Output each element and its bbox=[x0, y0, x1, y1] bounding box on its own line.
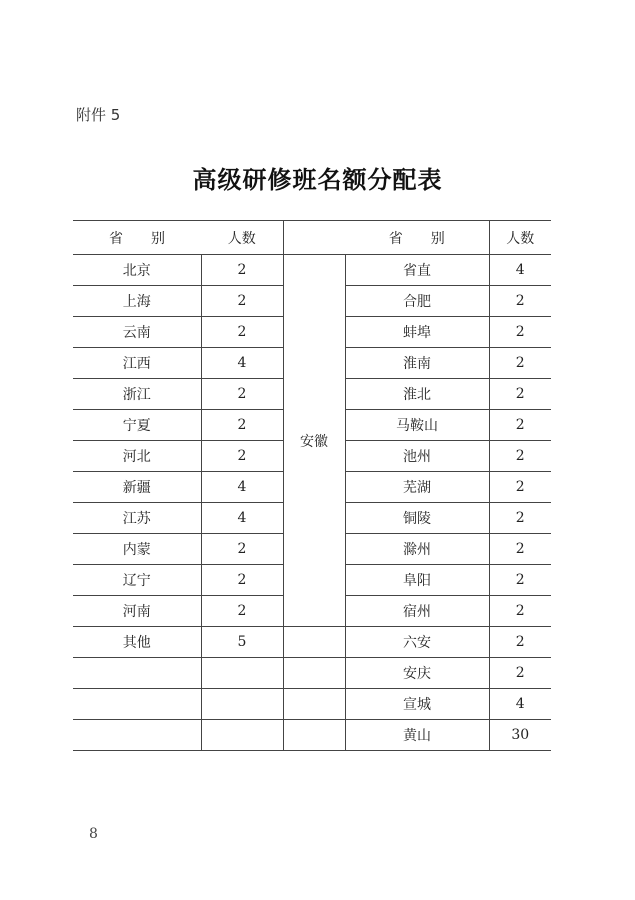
anhui-group-blank-cell bbox=[283, 689, 345, 720]
province-count-cell bbox=[201, 658, 283, 689]
header-anhui-count: 人数 bbox=[489, 221, 551, 255]
anhui-count-cell: 2 bbox=[489, 534, 551, 565]
province-cell bbox=[73, 658, 201, 689]
province-count-cell: 2 bbox=[201, 286, 283, 317]
table-row bbox=[73, 720, 551, 751]
province-cell: 河南 bbox=[73, 596, 201, 627]
anhui-city-cell: 宣城 bbox=[345, 689, 489, 720]
anhui-city-cell: 马鞍山 bbox=[345, 410, 489, 441]
table-header-row bbox=[73, 221, 551, 255]
province-count-cell bbox=[201, 720, 283, 751]
province-count-cell: 4 bbox=[201, 348, 283, 379]
province-count-cell: 2 bbox=[201, 379, 283, 410]
page-title: 高级研修班名额分配表 bbox=[192, 165, 443, 194]
anhui-city-cell: 六安 bbox=[345, 627, 489, 658]
anhui-count-cell: 4 bbox=[489, 255, 551, 286]
province-cell: 辽宁 bbox=[73, 565, 201, 596]
anhui-city-cell: 芜湖 bbox=[345, 472, 489, 503]
table-row bbox=[73, 689, 551, 720]
anhui-city-cell: 黄山 bbox=[345, 720, 489, 751]
anhui-group-blank-cell bbox=[283, 720, 345, 751]
anhui-city-cell: 滁州 bbox=[345, 534, 489, 565]
attachment-label: 附件 5 bbox=[76, 106, 121, 124]
province-count-cell: 2 bbox=[201, 596, 283, 627]
anhui-city-cell: 省直 bbox=[345, 255, 489, 286]
anhui-group-cell: 安徽 bbox=[283, 255, 345, 627]
anhui-city-cell: 蚌埠 bbox=[345, 317, 489, 348]
anhui-city-cell: 淮南 bbox=[345, 348, 489, 379]
anhui-count-cell: 2 bbox=[489, 658, 551, 689]
table-row bbox=[73, 627, 551, 658]
page-number: 8 bbox=[89, 826, 98, 842]
anhui-count-cell: 2 bbox=[489, 441, 551, 472]
province-cell: 上海 bbox=[73, 286, 201, 317]
province-cell bbox=[73, 720, 201, 751]
province-count-cell: 4 bbox=[201, 503, 283, 534]
anhui-count-cell: 2 bbox=[489, 379, 551, 410]
province-count-cell: 2 bbox=[201, 565, 283, 596]
province-cell: 北京 bbox=[73, 255, 201, 286]
anhui-count-cell: 2 bbox=[489, 565, 551, 596]
province-cell: 江苏 bbox=[73, 503, 201, 534]
anhui-count-cell: 2 bbox=[489, 286, 551, 317]
anhui-count-cell: 2 bbox=[489, 317, 551, 348]
province-count-cell: 2 bbox=[201, 255, 283, 286]
province-cell: 河北 bbox=[73, 441, 201, 472]
anhui-city-cell: 宿州 bbox=[345, 596, 489, 627]
anhui-count-cell: 30 bbox=[489, 720, 551, 751]
anhui-city-cell: 阜阳 bbox=[345, 565, 489, 596]
anhui-city-cell: 池州 bbox=[345, 441, 489, 472]
province-count-cell: 2 bbox=[201, 441, 283, 472]
anhui-group-blank-cell bbox=[283, 658, 345, 689]
table-row bbox=[73, 658, 551, 689]
header-anhui-province: 省 别 bbox=[345, 221, 489, 255]
anhui-count-cell: 2 bbox=[489, 503, 551, 534]
header-province: 省 别 bbox=[73, 221, 201, 255]
province-cell: 宁夏 bbox=[73, 410, 201, 441]
province-count-cell: 2 bbox=[201, 317, 283, 348]
header-count: 人数 bbox=[201, 221, 283, 255]
province-cell: 云南 bbox=[73, 317, 201, 348]
anhui-city-cell: 淮北 bbox=[345, 379, 489, 410]
province-cell: 新疆 bbox=[73, 472, 201, 503]
anhui-count-cell: 2 bbox=[489, 348, 551, 379]
province-count-cell: 5 bbox=[201, 627, 283, 658]
province-count-cell: 4 bbox=[201, 472, 283, 503]
anhui-count-cell: 2 bbox=[489, 472, 551, 503]
province-cell: 其他 bbox=[73, 627, 201, 658]
anhui-city-cell: 安庆 bbox=[345, 658, 489, 689]
province-count-cell: 2 bbox=[201, 534, 283, 565]
header-group-blank bbox=[283, 221, 345, 255]
anhui-count-cell: 2 bbox=[489, 596, 551, 627]
province-cell: 江西 bbox=[73, 348, 201, 379]
table-row bbox=[73, 255, 551, 286]
anhui-group-blank-cell bbox=[283, 627, 345, 658]
province-cell bbox=[73, 689, 201, 720]
province-count-cell: 2 bbox=[201, 410, 283, 441]
anhui-city-cell: 铜陵 bbox=[345, 503, 489, 534]
anhui-count-cell: 2 bbox=[489, 410, 551, 441]
quota-allocation-table bbox=[73, 220, 551, 751]
anhui-count-cell: 4 bbox=[489, 689, 551, 720]
province-cell: 内蒙 bbox=[73, 534, 201, 565]
anhui-count-cell: 2 bbox=[489, 627, 551, 658]
table-body bbox=[73, 255, 551, 751]
anhui-city-cell: 合肥 bbox=[345, 286, 489, 317]
province-cell: 浙江 bbox=[73, 379, 201, 410]
province-count-cell bbox=[201, 689, 283, 720]
